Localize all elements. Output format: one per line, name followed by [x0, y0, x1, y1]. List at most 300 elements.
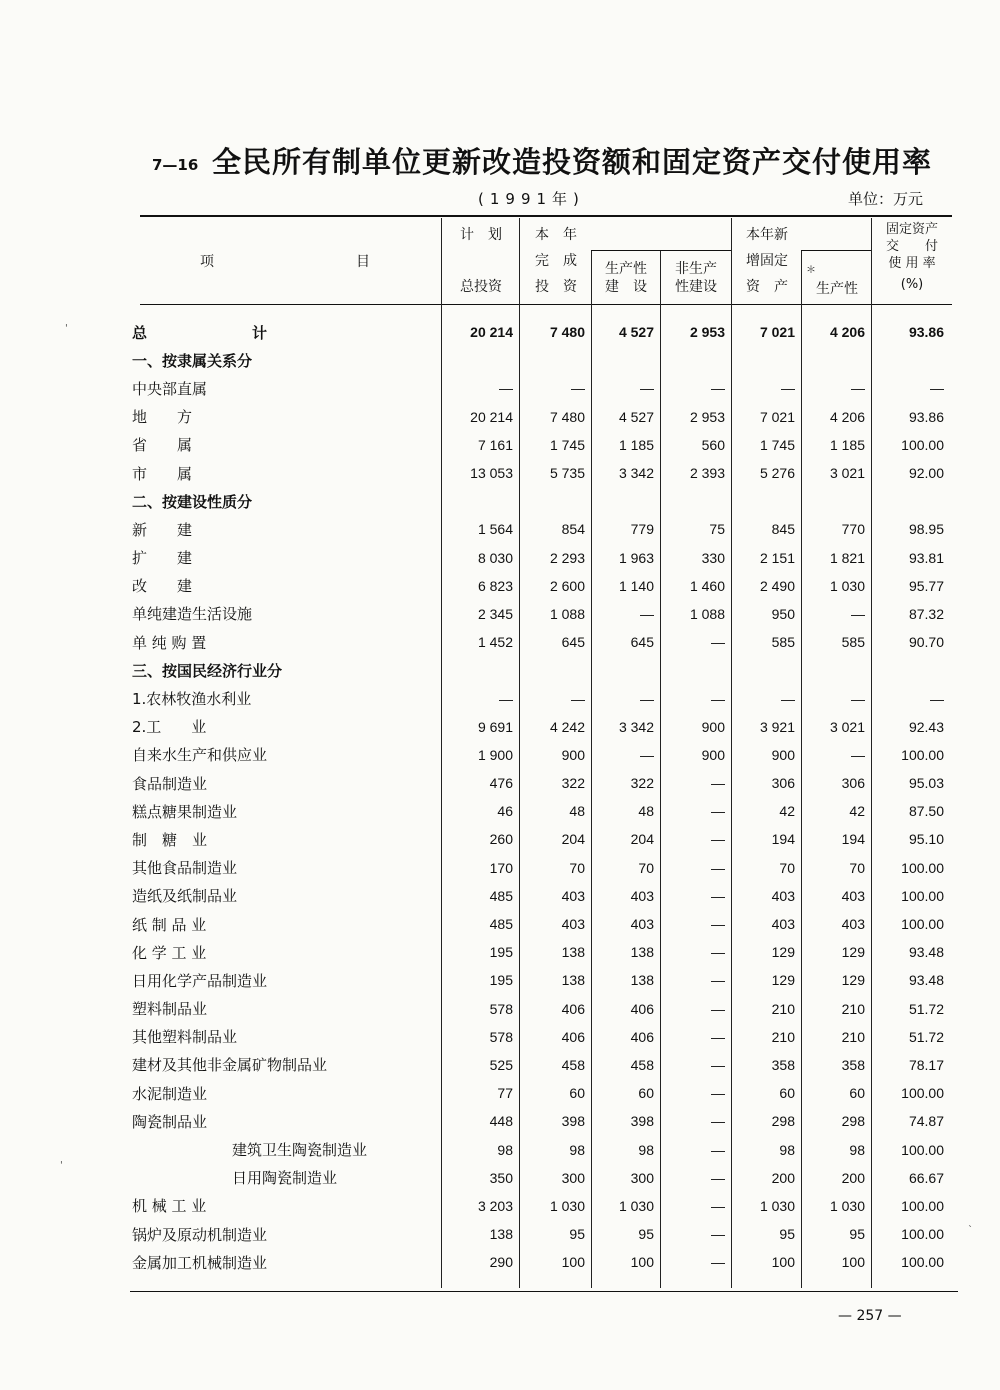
- header-year-mid: 完 成: [535, 253, 577, 269]
- cell-value: 129: [841, 944, 865, 961]
- cell-value: 845: [771, 521, 795, 538]
- row-label: 中央部直属: [132, 379, 208, 398]
- cell-value: 406: [561, 1028, 585, 1045]
- row-label: 造纸及纸制品业: [132, 887, 238, 906]
- header-prod-bottom: 建 设: [605, 279, 647, 295]
- row-label: 化 学 工 业: [132, 943, 207, 962]
- cell-value: 1 745: [549, 436, 585, 453]
- cell-value: 7 480: [549, 324, 585, 341]
- cell-value: 98: [638, 1141, 654, 1158]
- row-label: 新 建: [132, 520, 193, 539]
- cell-value: —: [711, 972, 725, 989]
- cell-value: —: [781, 380, 795, 397]
- header-item-left: 项: [200, 254, 214, 270]
- cell-value: 194: [841, 831, 865, 848]
- cell-value: [519, 487, 591, 515]
- row-label: 建筑卫生陶瓷制造业: [232, 1141, 368, 1160]
- cell-value: 7 021: [759, 324, 795, 341]
- cell-value: 78.17: [908, 1056, 944, 1073]
- table-row: [132, 938, 950, 966]
- header-star: ＊: [806, 265, 816, 276]
- cell-value: 42: [779, 803, 795, 820]
- cell-value: 46: [497, 803, 513, 820]
- cell-value: [591, 487, 660, 515]
- row-label: 2.工 业: [132, 718, 207, 737]
- unit-label: 单位：万元: [848, 190, 924, 208]
- table-row: [132, 487, 950, 515]
- cell-value: 3 342: [618, 718, 654, 735]
- table-title: 全民所有制单位更新改造投资额和固定资产交付使用率: [212, 145, 933, 179]
- cell-value: 204: [561, 831, 585, 848]
- cell-value: 458: [561, 1056, 585, 1073]
- cell-value: 95: [779, 1226, 795, 1243]
- header-prod-top: 生产性: [605, 261, 647, 277]
- cell-value: —: [499, 690, 513, 707]
- year-label: (1991年): [478, 190, 585, 208]
- cell-value: [731, 487, 801, 515]
- cell-value: [591, 656, 660, 684]
- table-row: [132, 1079, 950, 1107]
- cell-value: 1 963: [618, 549, 654, 566]
- cell-value: 138: [561, 972, 585, 989]
- cell-value: 98: [849, 1141, 865, 1158]
- cell-value: 406: [630, 1028, 654, 1045]
- row-label: 塑料制品业: [132, 1000, 208, 1019]
- row-label: 单 纯 购 置: [132, 633, 207, 652]
- cell-value: —: [851, 690, 865, 707]
- cell-value: 306: [841, 775, 865, 792]
- cell-value: 585: [841, 634, 865, 651]
- table-row: [132, 825, 950, 853]
- cell-value: 1 185: [618, 436, 654, 453]
- cell-value: 93.86: [908, 408, 944, 425]
- cell-value: 350: [489, 1169, 513, 1186]
- cell-value: 60: [569, 1085, 585, 1102]
- cell-value: 7 480: [549, 408, 585, 425]
- cell-value: 2 151: [759, 549, 795, 566]
- cell-value: —: [781, 690, 795, 707]
- cell-value: 1 821: [829, 549, 865, 566]
- table-row: [132, 1023, 950, 1051]
- header-newasset-top: 本年新: [746, 227, 788, 243]
- cell-value: —: [711, 887, 725, 904]
- row-label: 陶瓷制品业: [132, 1112, 208, 1131]
- cell-value: 93.48: [908, 944, 944, 961]
- table-row: [132, 572, 950, 600]
- cell-value: [871, 487, 950, 515]
- cell-value: 322: [561, 775, 585, 792]
- cell-value: 48: [638, 803, 654, 820]
- cell-value: 194: [771, 831, 795, 848]
- table-row: [132, 1135, 950, 1163]
- cell-value: 6 823: [477, 577, 513, 594]
- cell-value: 950: [771, 605, 795, 622]
- cell-value: 900: [701, 718, 725, 735]
- cell-value: 854: [561, 521, 585, 538]
- row-label: 机 械 工 业: [132, 1197, 207, 1216]
- table-row: [132, 741, 950, 769]
- cell-value: 204: [630, 831, 654, 848]
- cell-value: 1 088: [689, 605, 725, 622]
- cell-value: 70: [779, 859, 795, 876]
- cell-value: 3 021: [829, 718, 865, 735]
- row-label: 锅炉及原动机制造业: [132, 1225, 268, 1244]
- table-row: [132, 656, 950, 684]
- header-rate-2: 交 付: [885, 239, 938, 254]
- header-plan-top: 计 划: [460, 227, 502, 243]
- cell-value: 100.00: [901, 887, 944, 904]
- header-rate-4: (%): [900, 277, 924, 292]
- cell-value: —: [711, 1056, 725, 1073]
- cell-value: 585: [771, 634, 795, 651]
- cell-value: 398: [561, 1113, 585, 1130]
- cell-value: 51.72: [908, 1028, 944, 1045]
- cell-value: 200: [771, 1169, 795, 1186]
- cell-value: —: [711, 916, 725, 933]
- cell-value: 525: [489, 1056, 513, 1073]
- cell-value: —: [851, 746, 865, 763]
- cell-value: 300: [630, 1169, 654, 1186]
- cell-value: 77: [497, 1085, 513, 1102]
- table-row: [132, 431, 950, 459]
- table-row: [132, 713, 950, 741]
- table-row: [132, 854, 950, 882]
- header-rate-3: 使 用 率: [888, 256, 936, 271]
- cell-value: 7 021: [759, 408, 795, 425]
- cell-value: 100: [771, 1254, 795, 1271]
- cell-value: [660, 487, 731, 515]
- cell-value: 138: [561, 944, 585, 961]
- cell-value: 100.00: [901, 1085, 944, 1102]
- cell-value: —: [711, 944, 725, 961]
- cell-value: 645: [630, 634, 654, 651]
- cell-value: 476: [489, 775, 513, 792]
- cell-value: 1 564: [477, 521, 513, 538]
- row-label: 市 属: [132, 464, 193, 483]
- cell-value: 20 214: [470, 408, 513, 425]
- cell-value: 448: [489, 1113, 513, 1130]
- cell-value: [871, 656, 950, 684]
- cell-value: [591, 346, 660, 374]
- cell-value: 9 691: [477, 718, 513, 735]
- cell-value: —: [711, 634, 725, 651]
- cell-value: 1 088: [549, 605, 585, 622]
- cell-value: —: [499, 380, 513, 397]
- row-label: 纸 制 品 业: [132, 915, 207, 934]
- cell-value: 100.00: [901, 916, 944, 933]
- row-label: 水泥制造业: [132, 1084, 208, 1103]
- cell-value: 485: [489, 916, 513, 933]
- cell-value: 60: [638, 1085, 654, 1102]
- cell-value: —: [711, 1254, 725, 1271]
- cell-value: 60: [779, 1085, 795, 1102]
- cell-value: 100: [630, 1254, 654, 1271]
- cell-value: 51.72: [908, 1000, 944, 1017]
- cell-value: 4 206: [829, 408, 865, 425]
- cell-value: 42: [849, 803, 865, 820]
- cell-value: —: [640, 746, 654, 763]
- cell-value: 4 527: [618, 324, 654, 341]
- cell-value: 5 735: [549, 465, 585, 482]
- cell-value: 900: [561, 746, 585, 763]
- cell-value: 1 030: [829, 1197, 865, 1214]
- table-row: [132, 600, 950, 628]
- cell-value: 48: [569, 803, 585, 820]
- cell-value: 4 527: [618, 408, 654, 425]
- cell-value: 210: [841, 1028, 865, 1045]
- cell-value: 4 242: [549, 718, 585, 735]
- cell-value: —: [930, 380, 944, 397]
- table-row: [132, 1248, 950, 1276]
- cell-value: 403: [561, 887, 585, 904]
- cell-value: [441, 487, 519, 515]
- cell-value: 20 214: [470, 324, 513, 341]
- cell-value: 578: [489, 1028, 513, 1045]
- cell-value: —: [711, 380, 725, 397]
- cell-value: 138: [630, 944, 654, 961]
- cell-value: 779: [630, 521, 654, 538]
- cell-value: —: [640, 690, 654, 707]
- cell-value: 98: [779, 1141, 795, 1158]
- cell-value: 98: [569, 1141, 585, 1158]
- cell-value: 92.43: [908, 718, 944, 735]
- header-plan-bottom: 总投资: [460, 279, 502, 295]
- cell-value: 75: [709, 521, 725, 538]
- row-label: 扩 建: [132, 549, 193, 568]
- cell-value: 70: [638, 859, 654, 876]
- header-newprod: 生产性: [816, 281, 858, 297]
- cell-value: 403: [561, 916, 585, 933]
- cell-value: —: [711, 690, 725, 707]
- cell-value: 170: [489, 859, 513, 876]
- cell-value: 100.00: [901, 1197, 944, 1214]
- cell-value: 138: [630, 972, 654, 989]
- cell-value: 2 293: [549, 549, 585, 566]
- cell-value: 260: [489, 831, 513, 848]
- cell-value: 8 030: [477, 549, 513, 566]
- cell-value: 100: [561, 1254, 585, 1271]
- cell-value: 1 030: [829, 577, 865, 594]
- table-row: [132, 1220, 950, 1248]
- cell-value: 4 206: [829, 324, 865, 341]
- cell-value: 403: [841, 887, 865, 904]
- scan-mark: ': [65, 323, 68, 334]
- cell-value: 398: [630, 1113, 654, 1130]
- table-row: [132, 910, 950, 938]
- row-label: 二、按建设性质分: [132, 492, 253, 511]
- row-label: 日用陶瓷制造业: [232, 1169, 338, 1188]
- row-label: 1.农林牧渔水利业: [132, 690, 252, 709]
- cell-value: —: [851, 605, 865, 622]
- cell-value: 3 342: [618, 465, 654, 482]
- table-row: [132, 374, 950, 402]
- cell-value: 7 161: [477, 436, 513, 453]
- cell-value: —: [711, 1028, 725, 1045]
- cell-value: —: [640, 380, 654, 397]
- cell-value: 98.95: [908, 521, 944, 538]
- cell-value: [660, 346, 731, 374]
- scan-mark: ': [60, 1160, 63, 1171]
- table-row: [132, 684, 950, 712]
- row-label: 一、按隶属关系分: [132, 351, 253, 370]
- row-label: 日用化学产品制造业: [132, 971, 268, 990]
- cell-value: 2 953: [689, 408, 725, 425]
- cell-value: [731, 346, 801, 374]
- cell-value: 2 953: [689, 324, 725, 341]
- cell-value: 1 185: [829, 436, 865, 453]
- cell-value: 195: [489, 944, 513, 961]
- table-row: [132, 1164, 950, 1192]
- cell-value: —: [930, 690, 944, 707]
- row-label: 总 计: [132, 323, 268, 342]
- cell-value: 1 140: [618, 577, 654, 594]
- top-rule: [140, 215, 952, 217]
- cell-value: 95.03: [908, 775, 944, 792]
- cell-value: 200: [841, 1169, 865, 1186]
- cell-value: 100.00: [901, 746, 944, 763]
- cell-value: 1 030: [549, 1197, 585, 1214]
- cell-value: 358: [841, 1056, 865, 1073]
- cell-value: —: [711, 775, 725, 792]
- cell-value: 129: [771, 972, 795, 989]
- cell-value: 578: [489, 1000, 513, 1017]
- table-row: [132, 346, 950, 374]
- cell-value: —: [711, 1169, 725, 1186]
- cell-value: 300: [561, 1169, 585, 1186]
- cell-value: 403: [841, 916, 865, 933]
- cell-value: 95: [849, 1226, 865, 1243]
- cell-value: 1 745: [759, 436, 795, 453]
- cell-value: 90.70: [908, 634, 944, 651]
- table-row: [132, 995, 950, 1023]
- cell-value: 95: [569, 1226, 585, 1243]
- cell-value: 138: [489, 1226, 513, 1243]
- row-label: 制 糖 业: [132, 830, 208, 849]
- cell-value: —: [711, 1226, 725, 1243]
- row-label: 单纯建造生活设施: [132, 605, 253, 624]
- cell-value: [660, 656, 731, 684]
- cell-value: 403: [771, 887, 795, 904]
- cell-value: 74.87: [908, 1113, 944, 1130]
- cell-value: 1 460: [689, 577, 725, 594]
- cell-value: 92.00: [908, 465, 944, 482]
- cell-value: 298: [771, 1113, 795, 1130]
- cell-value: —: [711, 1113, 725, 1130]
- cell-value: 900: [701, 746, 725, 763]
- cell-value: 1 030: [618, 1197, 654, 1214]
- cell-value: 900: [771, 746, 795, 763]
- cell-value: 210: [771, 1000, 795, 1017]
- header-newasset-bottom: 资 产: [746, 279, 788, 295]
- row-label: 其他食品制造业: [132, 859, 238, 878]
- cell-value: 87.32: [908, 605, 944, 622]
- cell-value: [519, 346, 591, 374]
- header-rule: [140, 304, 952, 305]
- header-rate-1: 固定资产: [885, 222, 938, 237]
- table-row: [132, 318, 950, 346]
- row-label: 三、按国民经济行业分: [132, 661, 283, 680]
- cell-value: —: [711, 1197, 725, 1214]
- cell-value: 2 345: [477, 605, 513, 622]
- bottom-rule: [130, 1291, 958, 1292]
- row-label: 建材及其他非金属矿物制品业: [132, 1056, 328, 1075]
- cell-value: [731, 656, 801, 684]
- cell-value: [519, 656, 591, 684]
- cell-value: 306: [771, 775, 795, 792]
- page-number: — 257 —: [838, 1308, 902, 1324]
- cell-value: 5 276: [759, 465, 795, 482]
- table-row: [132, 882, 950, 910]
- cell-value: 129: [771, 944, 795, 961]
- cell-value: —: [711, 1000, 725, 1017]
- cell-value: 210: [771, 1028, 795, 1045]
- cell-value: 770: [841, 521, 865, 538]
- cell-value: 93.86: [908, 324, 944, 341]
- cell-value: [871, 346, 950, 374]
- cell-value: 485: [489, 887, 513, 904]
- cell-value: 100.00: [901, 1254, 944, 1271]
- cell-value: 3 921: [759, 718, 795, 735]
- cell-value: 322: [630, 775, 654, 792]
- cell-value: 93.81: [908, 549, 944, 566]
- table-row: [132, 769, 950, 797]
- cell-value: [441, 656, 519, 684]
- cell-value: 403: [630, 916, 654, 933]
- row-label: 金属加工机械制造业: [132, 1253, 268, 1272]
- table-row: [132, 797, 950, 825]
- subheader-rule: [591, 250, 731, 251]
- cell-value: —: [711, 1141, 725, 1158]
- cell-value: —: [571, 380, 585, 397]
- cell-value: 95: [638, 1226, 654, 1243]
- cell-value: 100.00: [901, 1226, 944, 1243]
- table-row: [132, 628, 950, 656]
- table-row: [132, 515, 950, 543]
- table-row: [132, 459, 950, 487]
- cell-value: 645: [561, 634, 585, 651]
- table-row: [132, 1192, 950, 1220]
- row-label: 糕点糖果制造业: [132, 802, 238, 821]
- header-year-top: 本 年: [535, 227, 577, 243]
- cell-value: 95.77: [908, 577, 944, 594]
- row-label: 其他塑料制品业: [132, 1028, 238, 1047]
- cell-value: 100.00: [901, 1141, 944, 1158]
- header-nonprod-bottom: 性建设: [675, 279, 717, 295]
- cell-value: 560: [701, 436, 725, 453]
- cell-value: 290: [489, 1254, 513, 1271]
- cell-value: 330: [701, 549, 725, 566]
- cell-value: 2 393: [689, 465, 725, 482]
- cell-value: 2 600: [549, 577, 585, 594]
- cell-value: 298: [841, 1113, 865, 1130]
- cell-value: —: [851, 380, 865, 397]
- cell-value: [801, 487, 871, 515]
- header-year-bottom: 投 资: [535, 279, 577, 295]
- cell-value: 100.00: [901, 436, 944, 453]
- cell-value: —: [571, 690, 585, 707]
- cell-value: 100.00: [901, 859, 944, 876]
- cell-value: 93.48: [908, 972, 944, 989]
- cell-value: 403: [630, 887, 654, 904]
- cell-value: 1 452: [477, 634, 513, 651]
- cell-value: 100: [841, 1254, 865, 1271]
- cell-value: 195: [489, 972, 513, 989]
- cell-value: 1 030: [759, 1197, 795, 1214]
- header-item-right: 目: [356, 254, 370, 270]
- table-row: [132, 403, 950, 431]
- page-title: [152, 140, 942, 186]
- header-newasset-mid: 增固定: [746, 253, 788, 269]
